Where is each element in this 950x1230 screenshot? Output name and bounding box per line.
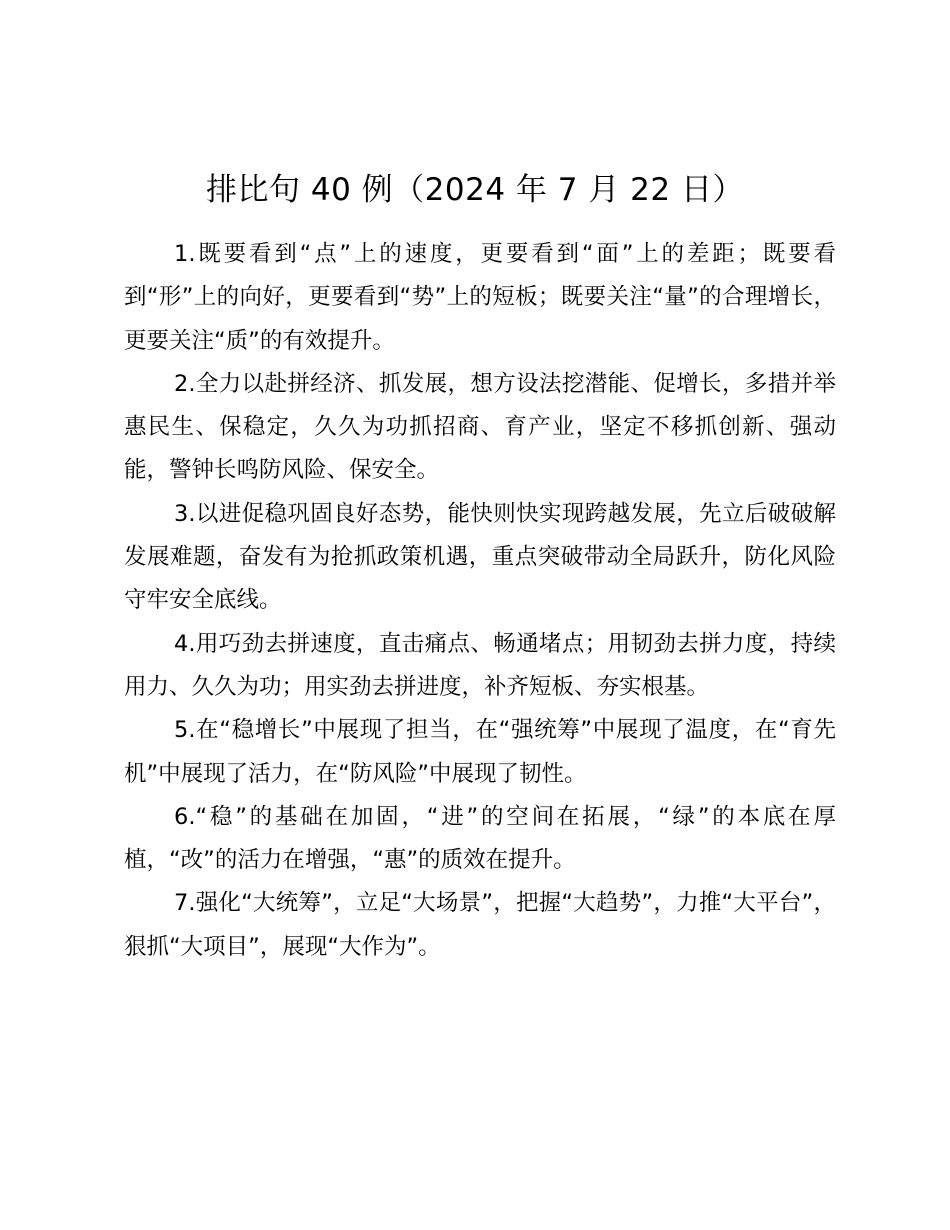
paragraph-3: 3.以进促稳巩固良好态势，能快则快实现跨越发展，先立后破破解发展难题，奋发有为抢抓政策机遇，重点突破带动全局跃升，防化风险守牢安全底线。 — [124, 500, 836, 614]
paragraph-7: 7.强化“大统筹”，立足“大场景”，把握“大趋势”，力推“大平台”，狠抓“大项目”，展现“大作为”。 — [124, 890, 836, 960]
paragraph-5: 5.在“稳增长”中展现了担当，在“强统筹”中展现了温度，在“育先机”中展现了活力，在“防风险”中展现了韧性。 — [124, 717, 836, 787]
paragraph-4: 4.用巧劲去拼速度，直击痛点、畅通堵点；用韧劲去拼力度，持续用力、久久为功；用实劲去拼进度，补齐短板、夯实根基。 — [124, 630, 836, 700]
paragraph-6: 6.“稳”的基础在加固，“进”的空间在拓展，“绿”的本底在厚植，“改”的活力在增强，“惠”的质效在提升。 — [124, 803, 836, 874]
document-title: 排比句 40 例（2024 年 7 月 22 日） — [206, 172, 744, 208]
paragraph-2: 2.全力以赴拼经济、抓发展，想方设法挖潜能、促增长，多措并举惠民生、保稳定，久久为功抓招商、育产业，坚定不移抓创新、强动能，警钟长鸣防风险、保安全。 — [124, 370, 836, 484]
paragraph-1: 1.既要看到“点”上的速度，更要看到“面”上的差距；既要看到“形”上的向好，更要看到“势”上的短板；既要关注“量”的合理增长，更要关注“质”的有效提升。 — [124, 241, 836, 354]
document-body — [124, 233, 836, 969]
